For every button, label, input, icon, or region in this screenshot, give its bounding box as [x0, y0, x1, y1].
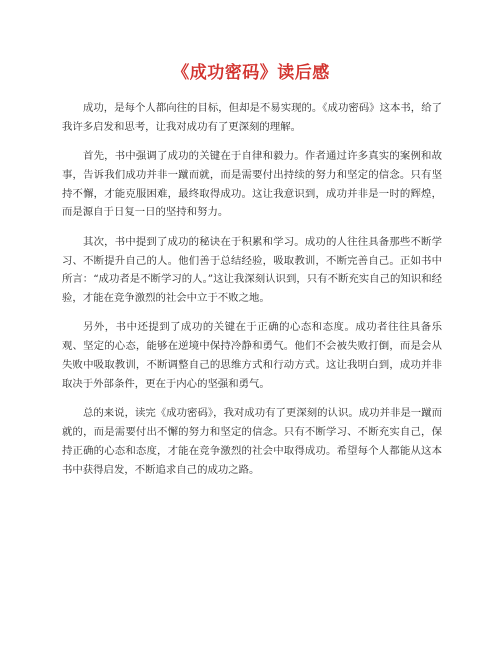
document-title: 《成功密码》读后感 — [172, 63, 330, 83]
paragraph-4: 另外，书中还提到了成功的关键在于正确的心态和态度。成功者往往具备乐观、坚定的心态，能够在逆境中保持冷静和勇气。他们不会被失败打倒，而是会从失败中吸取教训，不断调整自己的思维方式和行动方式。这让我明白到，成功并非取决于外部条件，更在于内心的坚强和勇气。 — [62, 321, 442, 390]
paragraph-5: 总的来说，读完《成功密码》，我对成功有了更深刻的认识。成功并非是一蹴而就的，而是需要付出不懈的努力和坚定的信念。只有不断学习、不断充实自己，保持正确的心态和态度，才能在竞争激烈的社会中取得成功。希望每个人都能从这本书中获得启发，不断追求自己的成功之路。 — [62, 407, 442, 476]
paragraph-2: 首先，书中强调了成功的关键在于自律和毅力。作者通过许多真实的案例和故事，告诉我们成功并非一蹴而就，而是需要付出持续的努力和坚定的信念。只有坚持不懈，才能克服困难，最终取得成功。这让我意识到，成功并非是一时的辉煌，而是源自于日复一日的坚持和努力。 — [62, 150, 442, 219]
paragraph-1: 成功，是每个人都向往的目标，但却是不易实现的。《成功密码》这本书，给了我许多启发和思考，让我对成功有了更深刻的理解。 — [62, 102, 442, 133]
document-body — [62, 99, 442, 490]
paragraph-3: 其次，书中提到了成功的秘诀在于积累和学习。成功的人往往具备那些不断学习、不断提升自己的人。他们善于总结经验，吸取教训，不断完善自己。正如书中所言：“成功者是不断学习的人。”这让我深刻认识到，只有不断充实自己的知识和经验，才能在竞争激烈的社会中立于不败之地。 — [62, 235, 442, 305]
